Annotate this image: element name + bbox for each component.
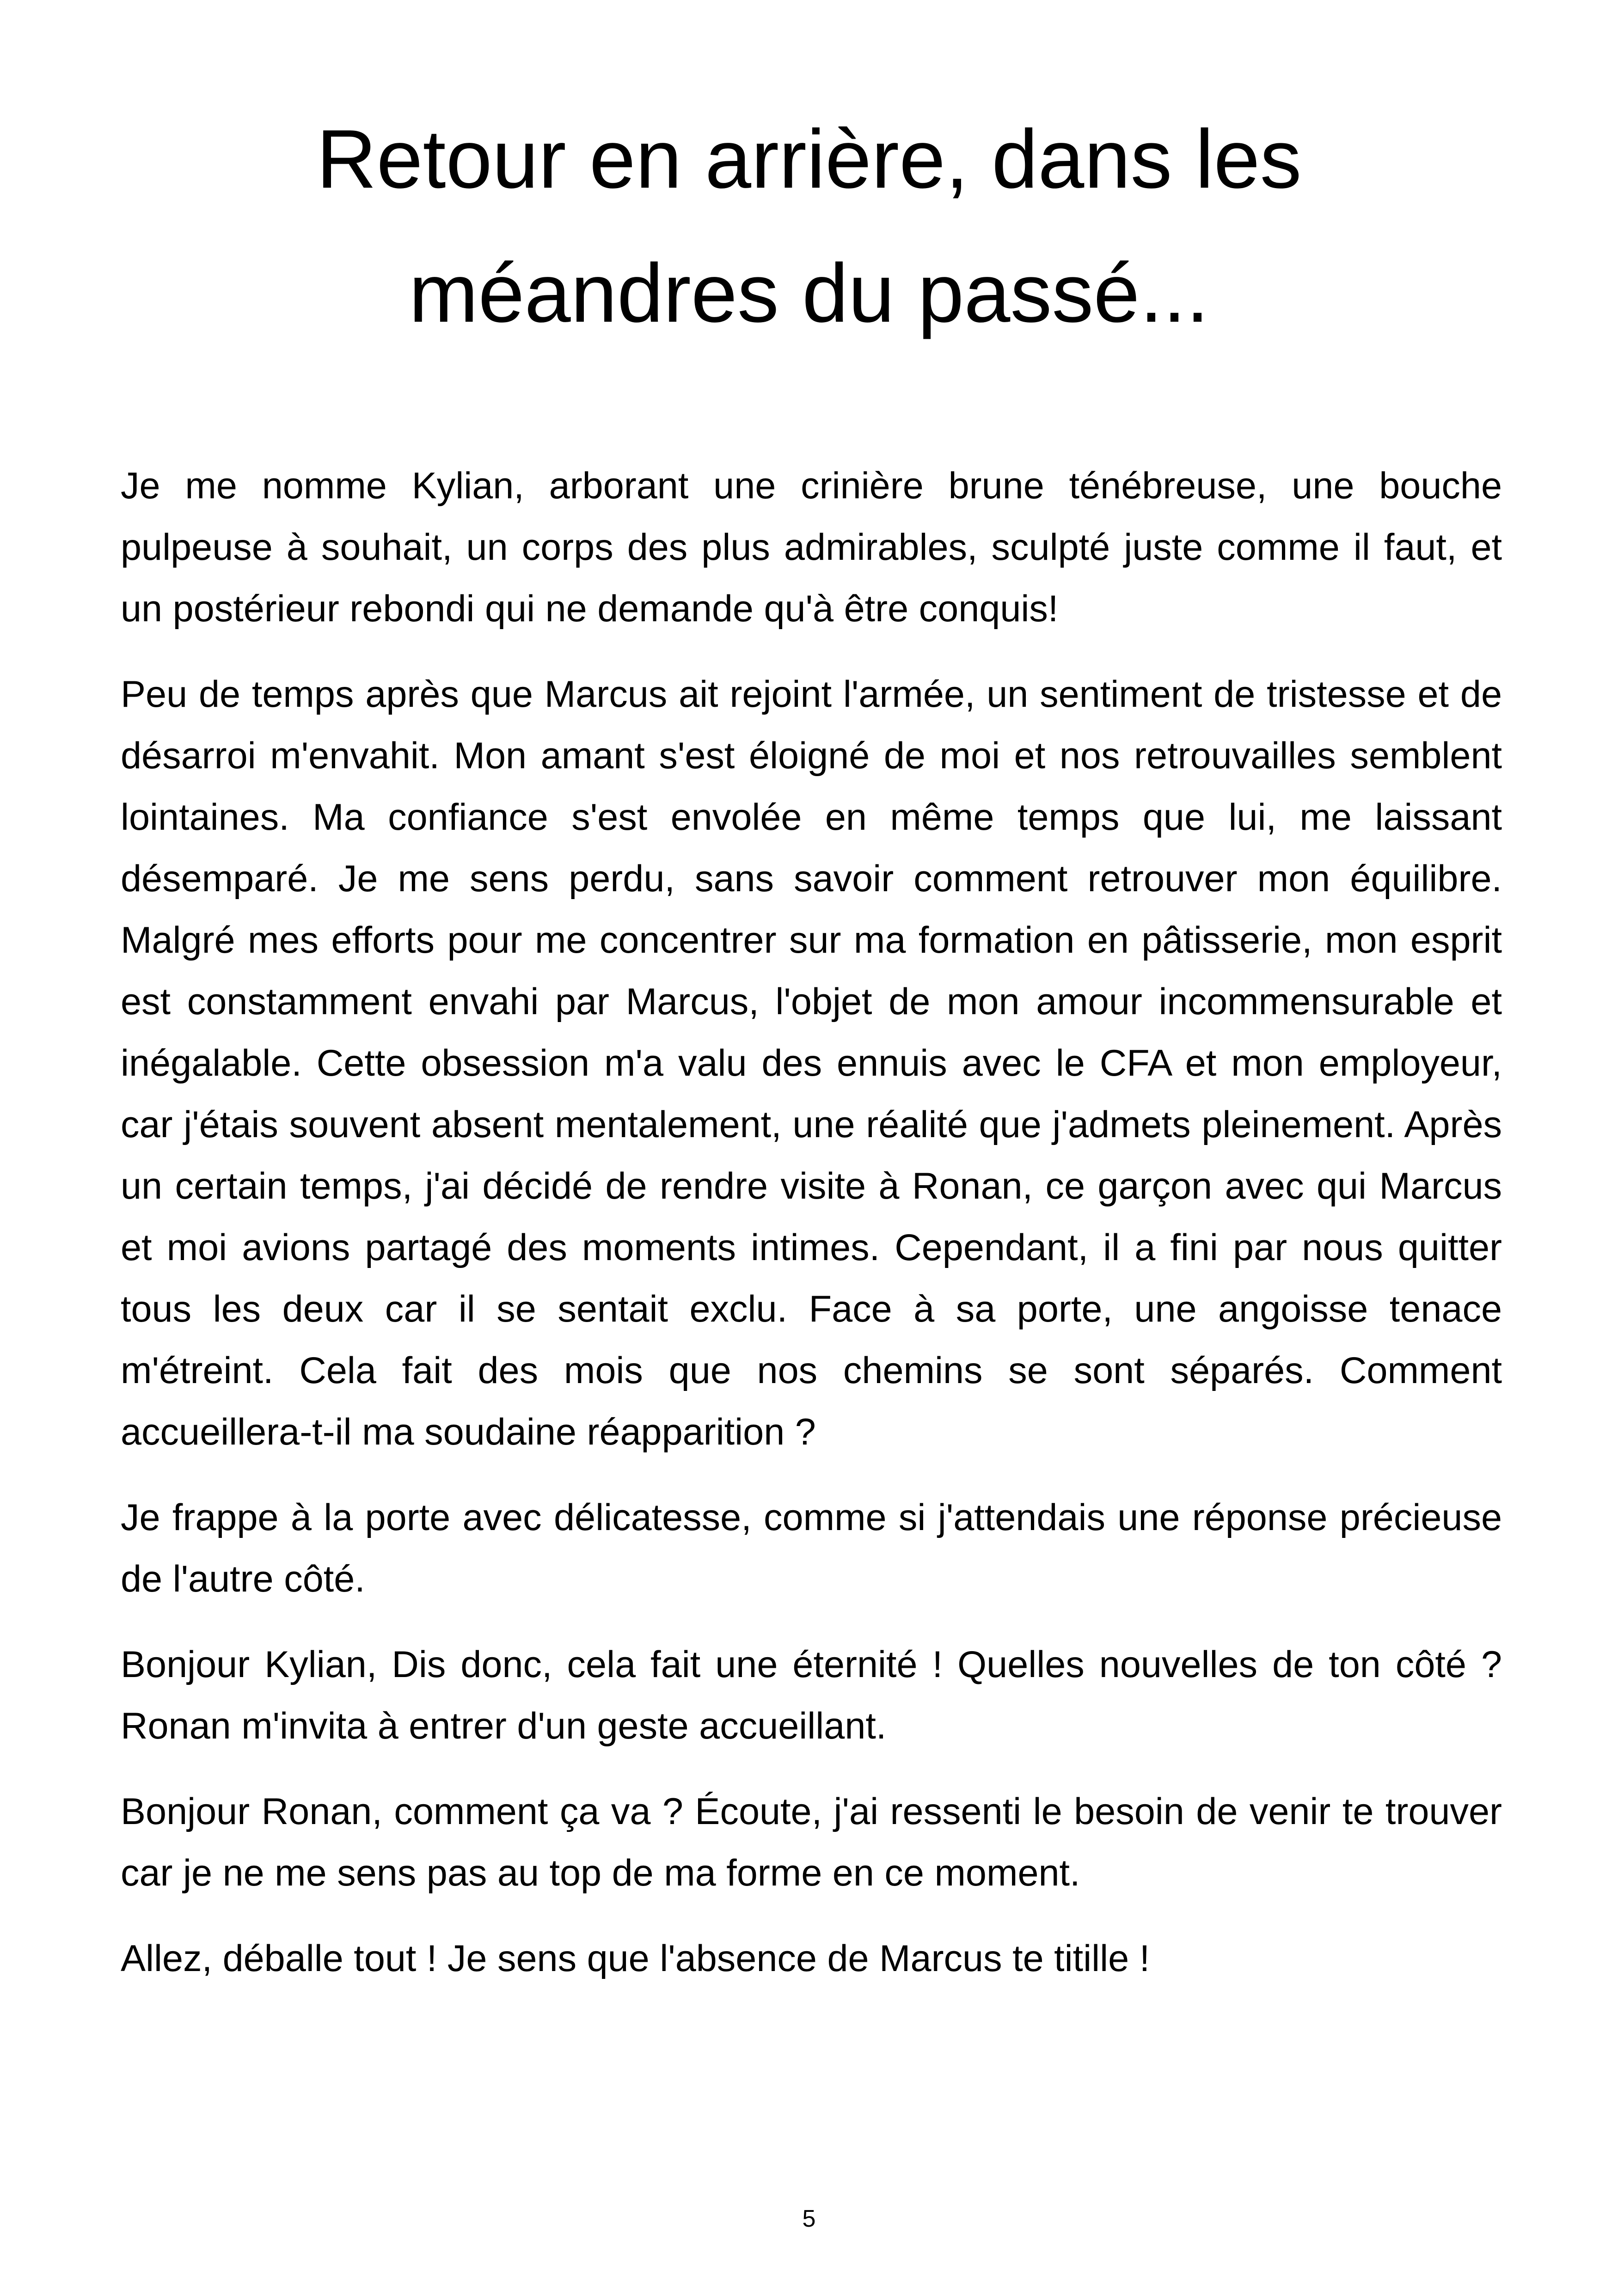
page-number: 5 bbox=[802, 2205, 816, 2232]
chapter-title-line-1: Retour en arrière, dans les bbox=[316, 113, 1302, 206]
paragraph-kylian-reply: Bonjour Ronan, comment ça va ? Écoute, j'ai ressenti le besoin de venir te trouver car je ne me sens pas au top de ma forme en ce moment. bbox=[121, 1791, 1502, 1894]
paragraph-ronan-greeting: Bonjour Kylian, Dis donc, cela fait une éternité ! Quelles nouvelles de ton côté ? Ronan m'invita à entrer d'un geste accueillant. bbox=[121, 1644, 1502, 1747]
paragraph-story: Peu de temps après que Marcus ait rejoint l'armée, un sentiment de tristesse et de désarroi m'envahit. Mon amant s'est éloigné de moi et nos retrouvailles semblent lointaines. Ma confiance s'est envolée en même temps que lui, me laissant désemparé. Je me sens perdu, sans savoir comment retrouver mon équilibre. Malgré mes efforts pour me concentrer sur ma formation en pâtisserie, mon esprit est constamment envahi par Marcus, l'objet de mon amour incommensurable et inégalable. Cette obsession m'a valu des ennuis avec le CFA et mon employeur, car j'étais souvent absent mentalement, une réalité que j'admets pleinement. Après un certain temps, j'ai décidé de rendre visite à Ronan, ce garçon avec qui Marcus et moi avions partagé des moments intimes. Cependant, il a fini par nous quitter tous les deux car il se sentait exclu. Face à sa porte, une angoisse tenace m'étreint. Cela fait des mois que nos chemins se sont séparés. Comment accueillera-t-il ma soudaine réapparition ? bbox=[121, 673, 1502, 1453]
chapter-title bbox=[139, 92, 1479, 361]
body-text bbox=[121, 455, 1502, 2014]
chapter-title-line-2: méandres du passé... bbox=[409, 247, 1209, 340]
paragraph-ronan-prompt: Allez, déballe tout ! Je sens que l'absence de Marcus te titille ! bbox=[121, 1938, 1150, 1979]
paragraph-intro: Je me nomme Kylian, arborant une crinière brune ténébreuse, une bouche pulpeuse à souhait, un corps des plus admirables, sculpté juste comme il faut, et un postérieur rebondi qui ne demande qu'à être conquis! bbox=[121, 465, 1502, 630]
paragraph-knock: Je frappe à la porte avec délicatesse, comme si j'attendais une réponse précieuse de l'autre côté. bbox=[121, 1497, 1502, 1600]
